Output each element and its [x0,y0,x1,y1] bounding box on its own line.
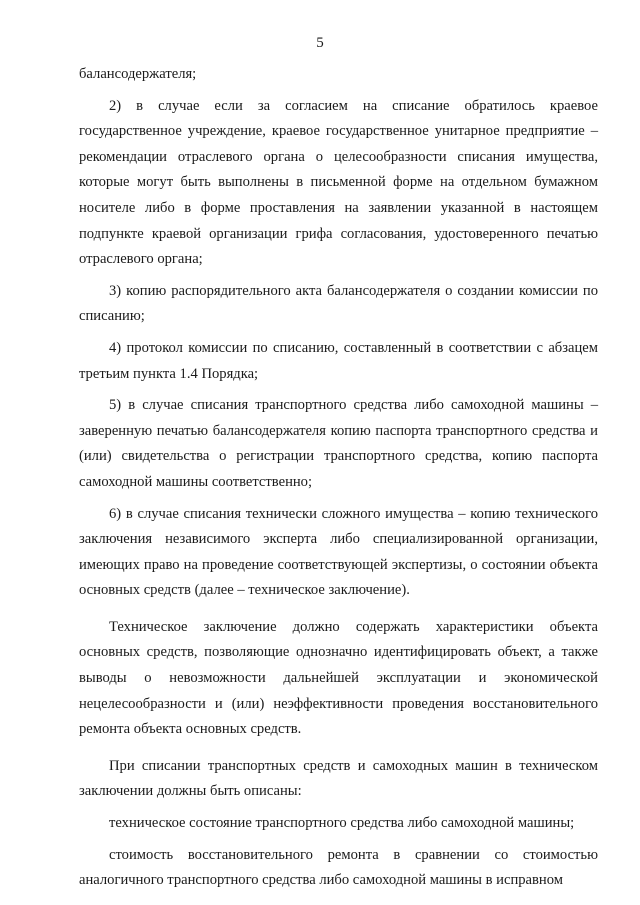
paragraph-technical-conclusion: Техническое заключение должно содержать характеристики объекта основных средств, позволяющие однозначно идентифицировать объект, а также выводы о невозможности дальнейшей эксплуатации и экономической нецелесообразности и (или) неэффективности проведения восстановительного ремонта объекта основных средств. [79,618,598,738]
paragraph-balance-holder: балансодержателя; [79,66,197,82]
paragraph-item-3: 3) копию распорядительного акта балансодержателя о создании комиссии по списанию; [79,282,598,325]
paragraph-vehicles-conclusion: При списании транспортных средств и самоходных машин в техническом заключении должны быть описаны: [79,757,598,800]
paragraph-technical-state: техническое состояние транспортного средства либо самоходной машины; [109,815,575,832]
paragraph-item-2: 2) в случае если за согласием на списание обратилось краевое государственное учреждение, краевое государственное унитарное предприятие – рекомендации отраслевого органа о целесообразности списания имущества, которые могут быть выполнены в письменной форме на отдельном бумажном носителе либо в форме проставления на заявлении указанной в настоящем подпункте краевой организации грифа согласования, удостоверенного печатью отраслевого органа; [79,97,598,268]
paragraph-item-5: 5) в случае списания транспортного средства либо самоходной машины – заверенную печатью балансодержателя копию паспорта транспортного средства и (или) свидетельства о регистрации транспортного средства, копию паспорта самоходной машины соответственно; [79,397,598,490]
document-body [79,62,598,900]
paragraph-item-6: 6) в случае списания технически сложного имущества – копию технического заключения независимого эксперта либо специализированной организации, имеющих право на проведение соответствующей экспертизы, о состоянии объекта основных средств (далее – техническое заключение). [79,505,598,599]
paragraph-item-4: 4) протокол комиссии по списанию, составленный в соответствии с абзацем третьим пункта 1.4 Порядка; [79,339,598,382]
paragraph-repair-cost: стоимость восстановительного ремонта в сравнении со стоимостью аналогичного транспортного средства либо самоходной машины в исправном [79,846,598,889]
page-number: 5 [316,35,324,51]
